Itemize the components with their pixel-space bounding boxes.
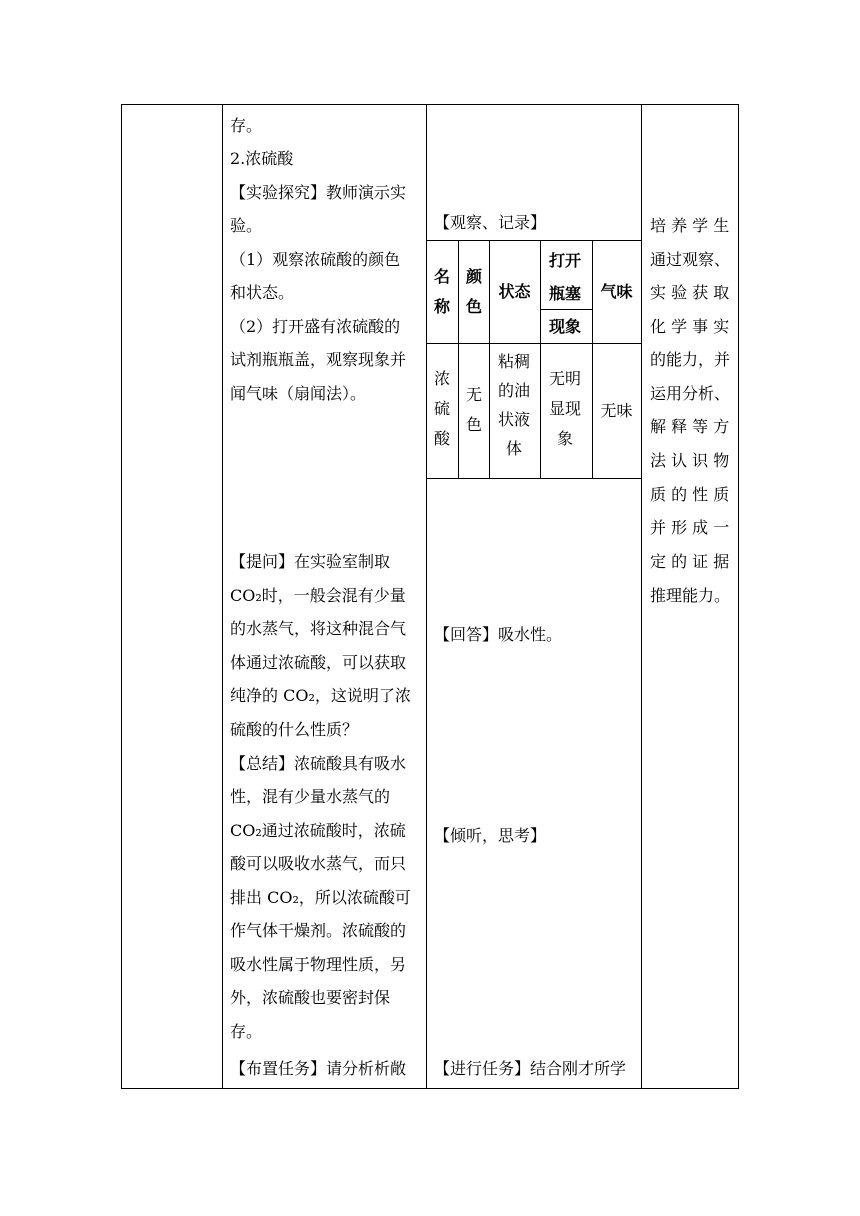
intent-line: 并 形 成 一: [650, 518, 730, 537]
summary-line: 排出 CO₂，所以浓硫酸可: [230, 888, 411, 907]
text-line: （2）打开盛有浓硫酸的: [230, 317, 401, 336]
header-state: 状态: [498, 282, 531, 301]
summary-line: 作气体干燥剂。浓硫酸的: [230, 921, 407, 940]
header-name: 名称: [433, 267, 450, 316]
intent-line: 运用分析、: [650, 384, 731, 403]
header-open-cap: 打开瓶塞现象: [548, 251, 581, 336]
text-line: 试剂瓶瓶盖，观察现象并: [230, 350, 407, 369]
intent-line: 解 释 等 方: [650, 417, 730, 436]
header-smell: 气味: [600, 282, 633, 301]
text-line: （1）观察浓硫酸的颜色: [230, 250, 401, 269]
answer-text: 【回答】吸水性。: [434, 625, 563, 644]
summary-line: 吸水性属于物理性质，另: [230, 955, 407, 974]
cell-smell: 无味: [600, 401, 633, 420]
intent-line: 定 的 证 据: [650, 552, 730, 571]
summary-line: 存。: [230, 1022, 263, 1041]
header-color: 颜色: [465, 267, 482, 316]
task-text: 【进行任务】结合刚才所学: [434, 1059, 627, 1078]
cell-name: 浓硫酸: [433, 369, 450, 448]
column-divider-2: [426, 104, 427, 1089]
cell-open-cap: 无明显现象: [548, 369, 581, 448]
intent-line: 法 认 识 物: [650, 451, 730, 470]
intent-line: 的能力，并: [650, 350, 731, 369]
intent-line: 培 养 学 生: [650, 216, 730, 235]
column-divider-3: [641, 104, 642, 1089]
lesson-table-frame: [121, 104, 739, 1089]
intent-line: 实 验 获 取: [650, 283, 730, 302]
summary-line: 外，浓硫酸也要密封保: [230, 988, 391, 1007]
table-rule: [540, 240, 541, 478]
text-line: 和状态。: [230, 283, 295, 302]
question-line: 【提问】在实验室制取: [230, 552, 391, 571]
table-rule: [592, 240, 593, 478]
intent-line: 质 的 性 质: [650, 485, 730, 504]
cell-color: 无色: [465, 385, 482, 434]
question-line: 硫酸的什么性质？: [230, 720, 359, 739]
section-heading: 2.浓硫酸: [230, 149, 294, 168]
question-line: CO₂时，一般会混有少量: [230, 586, 406, 605]
summary-line: 性，混有少量水蒸气的: [230, 787, 391, 806]
table-rule: [426, 478, 641, 479]
task-line: 【布置任务】请分析析敞: [230, 1059, 407, 1078]
text-line: 【实验探究】教师演示实: [230, 183, 407, 202]
intent-line: 推理能力。: [650, 586, 731, 605]
listen-text: 【倾听，思考】: [434, 826, 547, 845]
cell-state: 粘稠的油状液体: [497, 352, 530, 458]
intent-line: 化 学 事 实: [650, 317, 730, 336]
column-divider-1: [222, 104, 223, 1089]
question-line: 体通过浓硫酸，可以获取: [230, 653, 407, 672]
intent-line: 通过观察、: [650, 250, 731, 269]
question-line: 纯净的 CO₂，这说明了浓: [230, 686, 411, 705]
summary-line: 酸可以吸收水蒸气，而只: [230, 854, 407, 873]
summary-line: 【总结】浓硫酸具有吸水: [230, 754, 407, 773]
text-line: 验。: [230, 216, 263, 235]
observe-label: 【观察、记录】: [434, 213, 547, 232]
table-rule: [489, 240, 490, 478]
summary-line: CO₂通过浓硫酸时，浓硫: [230, 821, 406, 840]
text-line: 闻气味（扇闻法）。: [230, 384, 367, 403]
question-line: 的水蒸气，将这种混合气: [230, 619, 407, 638]
text-line: 存。: [230, 116, 263, 135]
table-rule: [458, 240, 459, 478]
